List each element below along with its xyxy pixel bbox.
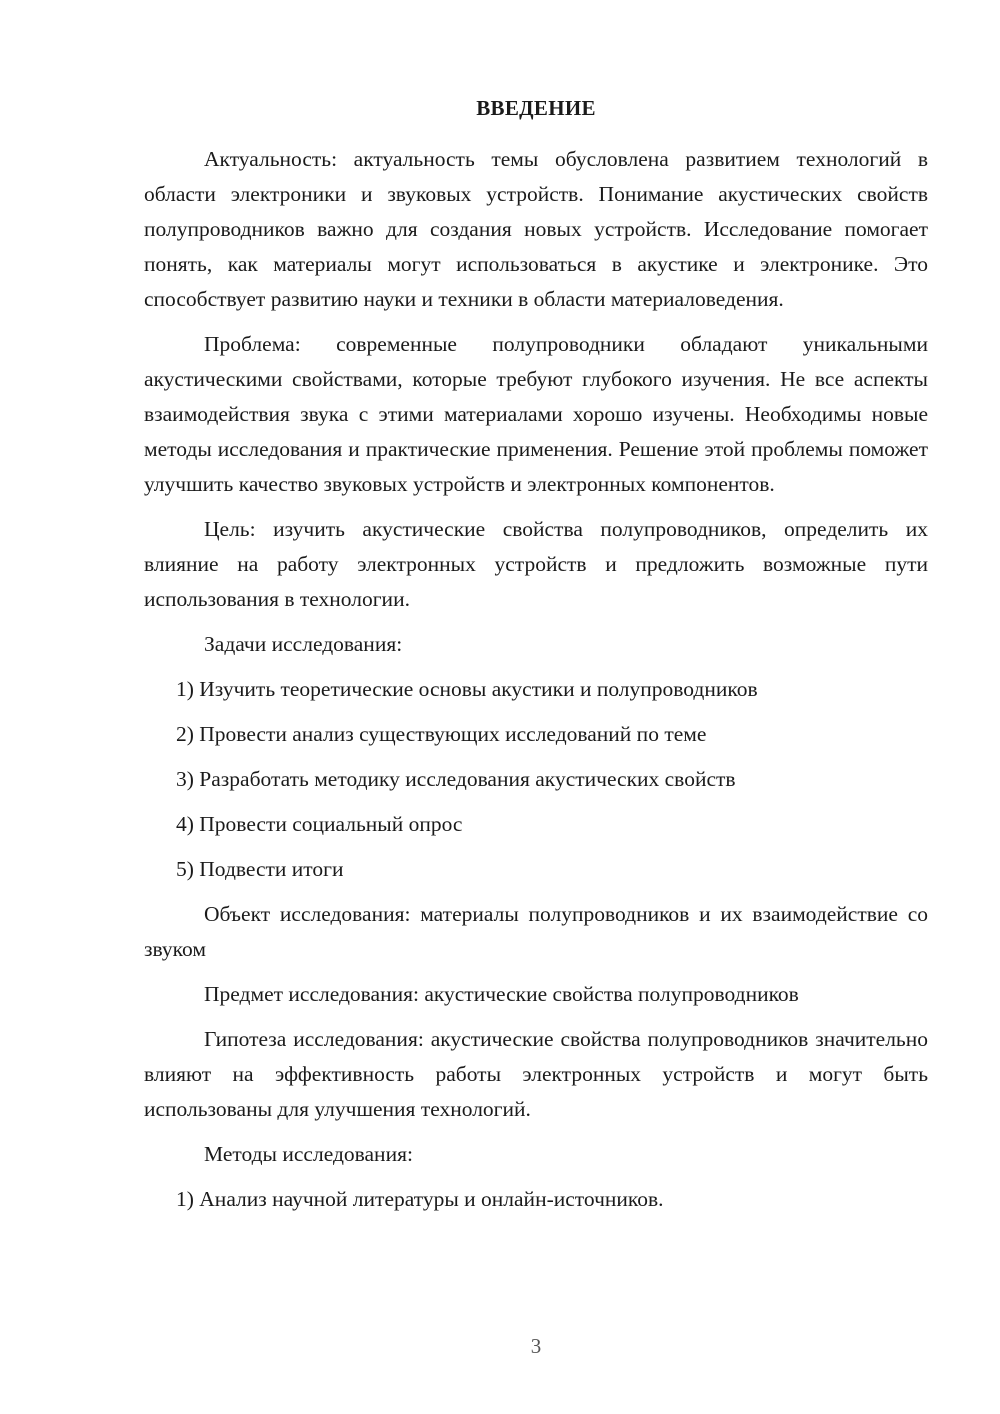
body-text	[144, 142, 928, 1227]
paragraph-hypothesis: Гипотеза исследования: акустические свойства полупроводников значительно влияют на эффективность работы электронных устройств и могут быть использованы для улучшения технологий.	[144, 1027, 928, 1121]
task-item: 4) Провести социальный опрос	[176, 812, 463, 836]
task-item: 5) Подвести итоги	[176, 857, 344, 881]
method-item: 1) Анализ научной литературы и онлайн-источников.	[176, 1187, 664, 1211]
task-item: 1) Изучить теоретические основы акустики и полупроводников	[176, 677, 758, 701]
tasks-heading: Задачи исследования:	[204, 632, 403, 656]
paragraph-goal: Цель: изучить акустические свойства полупроводников, определить их влияние на работу электронных устройств и предложить возможные пути использования в технологии.	[144, 517, 928, 611]
task-item: 3) Разработать методику исследования акустических свойств	[176, 767, 736, 791]
page-number: 3	[530, 1334, 542, 1358]
paragraph-relevance: Актуальность: актуальность темы обусловлена развитием технологий в области электроники и звуковых устройств. Понимание акустических свойств полупроводников важно для создания новых устройств. Исследование помогает понять, как материалы могут использоваться в акустике и электронике. Это способствует развитию науки и техники в области материаловедения.	[144, 147, 928, 311]
paragraph-problem: Проблема: современные полупроводники обладают уникальными акустическими свойствами, которые требуют глубокого изучения. Не все аспекты взаимодействия звука с этими материалами хорошо изучены. Необходимы новые методы исследования и практические применения. Решение этой проблемы поможет улучшить качество звуковых устройств и электронных компонентов.	[144, 332, 928, 496]
page-title: ВВЕДЕНИЕ	[476, 96, 596, 120]
paragraph-subject: Предмет исследования: акустические свойства полупроводников	[204, 982, 799, 1006]
methods-heading: Методы исследования:	[204, 1142, 413, 1166]
paragraph-object: Объект исследования: материалы полупроводников и их взаимодействие со звуком	[144, 902, 928, 961]
task-item: 2) Провести анализ существующих исследований по теме	[176, 722, 707, 746]
